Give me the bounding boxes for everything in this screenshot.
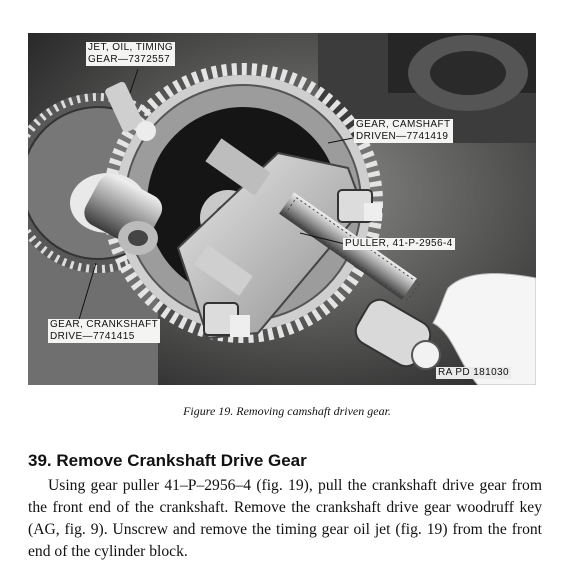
figure-caption: Figure 19. Removing camshaft driven gear.: [183, 404, 391, 418]
callout-camshaft-gear-line-1: GEAR, CAMSHAFT: [356, 119, 451, 130]
callout-oil-jet-line-1: JET, OIL, TIMING: [88, 42, 174, 53]
callout-camshaft-gear-line-2: DRIVEN—7741419: [356, 131, 449, 142]
callout-crankshaft-gear: [48, 319, 160, 343]
callout-puller: [343, 238, 455, 250]
figure-ref-code-text: RA PD 181030: [438, 367, 509, 378]
callout-oil-jet-line-2: GEAR—7372557: [88, 54, 171, 65]
section-body-paragraph: Using gear puller 41–P–2956–4 (fig. 19), pull the crankshaft drive gear from the front end of the crankshaft. Remove the crankshaft drive gear woodruff key (AG, fig. 9). Unscrew and remove the timing gear oil jet (fig. 19) from the front end of the cylinder block.: [28, 477, 542, 560]
figure-ref-code: [436, 367, 511, 379]
callout-puller-line-1: PULLER, 41-P-2956-4: [345, 238, 453, 249]
callout-crankshaft-gear-line-1: GEAR, CRANKSHAFT: [50, 319, 159, 330]
callout-crankshaft-gear-line-2: DRIVE—7741415: [50, 331, 135, 342]
callout-camshaft-gear: [354, 119, 453, 143]
callout-oil-jet: [86, 42, 175, 66]
section-heading: 39. Remove Crankshaft Drive Gear: [28, 451, 307, 470]
